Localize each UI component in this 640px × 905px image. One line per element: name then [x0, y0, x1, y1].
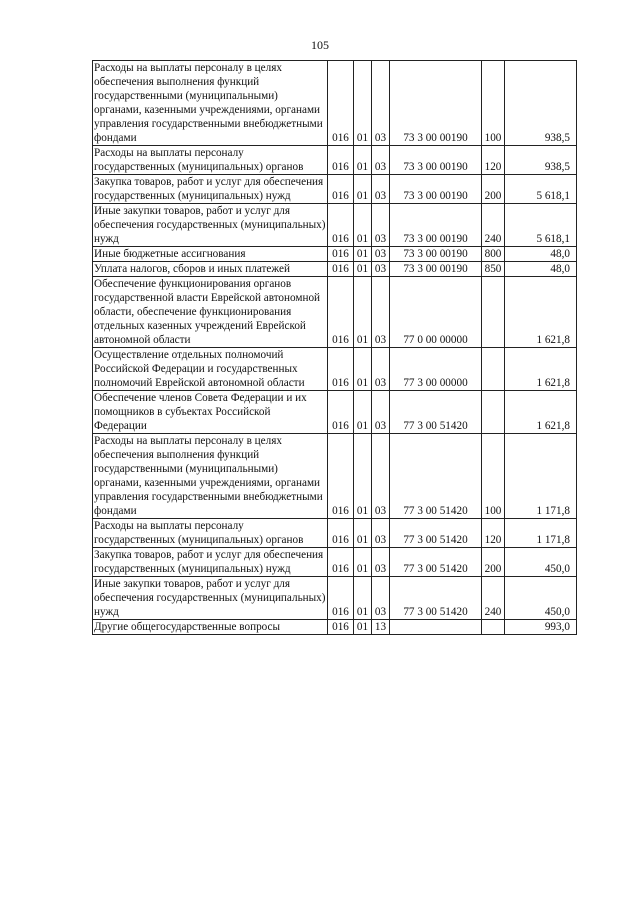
- row-subsection-cell: 03: [372, 434, 390, 519]
- row-amount-cell: 450,0: [505, 577, 577, 620]
- row-section-cell: 01: [354, 146, 372, 175]
- row-amount-cell: 1 171,8: [505, 434, 577, 519]
- row-name-cell: Расходы на выплаты персоналу государственных (муниципальных) органов: [93, 519, 328, 548]
- row-expense-type-cell: 100: [482, 61, 505, 146]
- row-amount-cell: 1 621,8: [505, 277, 577, 348]
- row-subsection-cell: 03: [372, 204, 390, 247]
- row-subsection-cell: 03: [372, 262, 390, 277]
- table-row: [93, 519, 577, 548]
- row-expense-type-cell: 800: [482, 247, 505, 262]
- row-section-cell: 01: [354, 577, 372, 620]
- row-section-cell: 01: [354, 391, 372, 434]
- table-row: [93, 434, 577, 519]
- row-name-cell: Обеспечение членов Совета Федерации и их помощников в субъектах Российской Федерации: [93, 391, 328, 434]
- row-section-cell: 01: [354, 277, 372, 348]
- row-subsection-cell: 03: [372, 519, 390, 548]
- table-row: [93, 175, 577, 204]
- table-row: [93, 348, 577, 391]
- row-target-article-cell: 77 0 00 00000: [390, 277, 482, 348]
- table-row: [93, 262, 577, 277]
- row-expense-type-cell: 100: [482, 434, 505, 519]
- page-number: 105: [311, 38, 329, 52]
- row-section-cell: 01: [354, 519, 372, 548]
- row-name-cell: Закупка товаров, работ и услуг для обеспечения государственных (муниципальных) нужд: [93, 175, 328, 204]
- row-expense-type-cell: [482, 277, 505, 348]
- row-grbs-cell: 016: [328, 277, 354, 348]
- row-subsection-cell: 03: [372, 175, 390, 204]
- row-section-cell: 01: [354, 620, 372, 635]
- row-amount-cell: 938,5: [505, 61, 577, 146]
- row-subsection-cell: 03: [372, 548, 390, 577]
- table-row: [93, 548, 577, 577]
- row-subsection-cell: 03: [372, 348, 390, 391]
- row-target-article-cell: 77 3 00 51420: [390, 519, 482, 548]
- row-target-article-cell: 73 3 00 00190: [390, 146, 482, 175]
- row-amount-cell: 993,0: [505, 620, 577, 635]
- table-row: [93, 620, 577, 635]
- row-grbs-cell: 016: [328, 247, 354, 262]
- row-target-article-cell: 73 3 00 00190: [390, 204, 482, 247]
- row-section-cell: 01: [354, 348, 372, 391]
- row-expense-type-cell: [482, 391, 505, 434]
- row-target-article-cell: 73 3 00 00190: [390, 247, 482, 262]
- row-expense-type-cell: 240: [482, 577, 505, 620]
- row-amount-cell: 5 618,1: [505, 204, 577, 247]
- row-amount-cell: 1 621,8: [505, 391, 577, 434]
- row-grbs-cell: 016: [328, 577, 354, 620]
- row-grbs-cell: 016: [328, 434, 354, 519]
- row-subsection-cell: 03: [372, 146, 390, 175]
- row-amount-cell: 1 171,8: [505, 519, 577, 548]
- row-section-cell: 01: [354, 247, 372, 262]
- table-row: [93, 204, 577, 247]
- row-grbs-cell: 016: [328, 548, 354, 577]
- row-grbs-cell: 016: [328, 519, 354, 548]
- table-row: [93, 391, 577, 434]
- row-name-cell: Другие общегосударственные вопросы: [93, 620, 328, 635]
- row-section-cell: 01: [354, 262, 372, 277]
- row-name-cell: Обеспечение функционирования органов государственной власти Еврейской автономной области, обеспечение функционирования отдельных казенных учреждений Еврейской автономной области: [93, 277, 328, 348]
- row-name-cell: Иные закупки товаров, работ и услуг для обеспечения государственных (муниципальных) нужд: [94, 578, 326, 618]
- row-name-cell: Иные бюджетные ассигнования: [93, 247, 328, 262]
- row-amount-cell: 450,0: [505, 548, 577, 577]
- table-row: [93, 277, 577, 348]
- row-expense-type-cell: 200: [482, 548, 505, 577]
- row-section-cell: 01: [354, 548, 372, 577]
- row-target-article-cell: 77 3 00 51420: [390, 577, 482, 620]
- row-target-article-cell: 73 3 00 00190: [390, 262, 482, 277]
- row-expense-type-cell: [482, 348, 505, 391]
- row-subsection-cell: 03: [372, 61, 390, 146]
- row-name-cell: Расходы на выплаты персоналу государственных (муниципальных) органов: [93, 146, 328, 175]
- row-grbs-cell: 016: [328, 204, 354, 247]
- row-name-cell: Осуществление отдельных полномочий Российской Федерации и государственных полномочий Еврейской автономной области: [93, 348, 328, 391]
- row-grbs-cell: 016: [328, 146, 354, 175]
- row-expense-type-cell: 120: [482, 519, 505, 548]
- row-subsection-cell: 03: [372, 577, 390, 620]
- row-expense-type-cell: 120: [482, 146, 505, 175]
- row-grbs-cell: 016: [328, 175, 354, 204]
- row-amount-cell: 48,0: [505, 247, 577, 262]
- row-target-article-cell: [390, 620, 482, 635]
- table-row: [93, 577, 577, 620]
- row-expense-type-cell: 850: [482, 262, 505, 277]
- row-amount-cell: 48,0: [505, 262, 577, 277]
- row-grbs-cell: 016: [328, 61, 354, 146]
- row-expense-type-cell: [482, 620, 505, 635]
- row-section-cell: 01: [354, 61, 372, 146]
- row-name-cell: Уплата налогов, сборов и иных платежей: [93, 262, 328, 277]
- row-grbs-cell: 016: [328, 262, 354, 277]
- table-row: [93, 247, 577, 262]
- row-subsection-cell: 03: [372, 247, 390, 262]
- row-amount-cell: 5 618,1: [505, 175, 577, 204]
- row-target-article-cell: 77 3 00 51420: [390, 548, 482, 577]
- row-target-article-cell: 73 3 00 00190: [390, 61, 482, 146]
- row-section-cell: 01: [354, 204, 372, 247]
- row-name-cell: Закупка товаров, работ и услуг для обеспечения государственных (муниципальных) нужд: [93, 548, 328, 577]
- row-subsection-cell: 03: [372, 391, 390, 434]
- row-subsection-cell: 13: [372, 620, 390, 635]
- row-name-cell: Расходы на выплаты персоналу в целях обеспечения выполнения функций государственными (муниципальными) органами, казенными учреждениями, органами управления государственными внебюджетными фондами: [93, 61, 328, 146]
- row-expense-type-cell: 240: [482, 204, 505, 247]
- row-amount-cell: 1 621,8: [505, 348, 577, 391]
- budget-table-body: [93, 61, 577, 635]
- row-grbs-cell: 016: [328, 391, 354, 434]
- row-name-cell: Расходы на выплаты персоналу в целях обеспечения выполнения функций государственными (муниципальными) органами, казенными учреждениями, органами управления государственными внебюджетными фондами: [93, 434, 328, 519]
- row-target-article-cell: 77 3 00 00000: [390, 348, 482, 391]
- row-grbs-cell: 016: [328, 348, 354, 391]
- row-name-cell: Иные закупки товаров, работ и услуг для обеспечения государственных (муниципальных) нужд: [94, 205, 326, 245]
- row-subsection-cell: 03: [372, 277, 390, 348]
- row-grbs-cell: 016: [328, 620, 354, 635]
- row-target-article-cell: 77 3 00 51420: [390, 391, 482, 434]
- row-section-cell: 01: [354, 175, 372, 204]
- table-row: [93, 146, 577, 175]
- table-row: [93, 61, 577, 146]
- row-section-cell: 01: [354, 434, 372, 519]
- row-amount-cell: 938,5: [505, 146, 577, 175]
- row-expense-type-cell: 200: [482, 175, 505, 204]
- budget-table: [92, 60, 577, 635]
- row-target-article-cell: 73 3 00 00190: [390, 175, 482, 204]
- row-target-article-cell: 77 3 00 51420: [390, 434, 482, 519]
